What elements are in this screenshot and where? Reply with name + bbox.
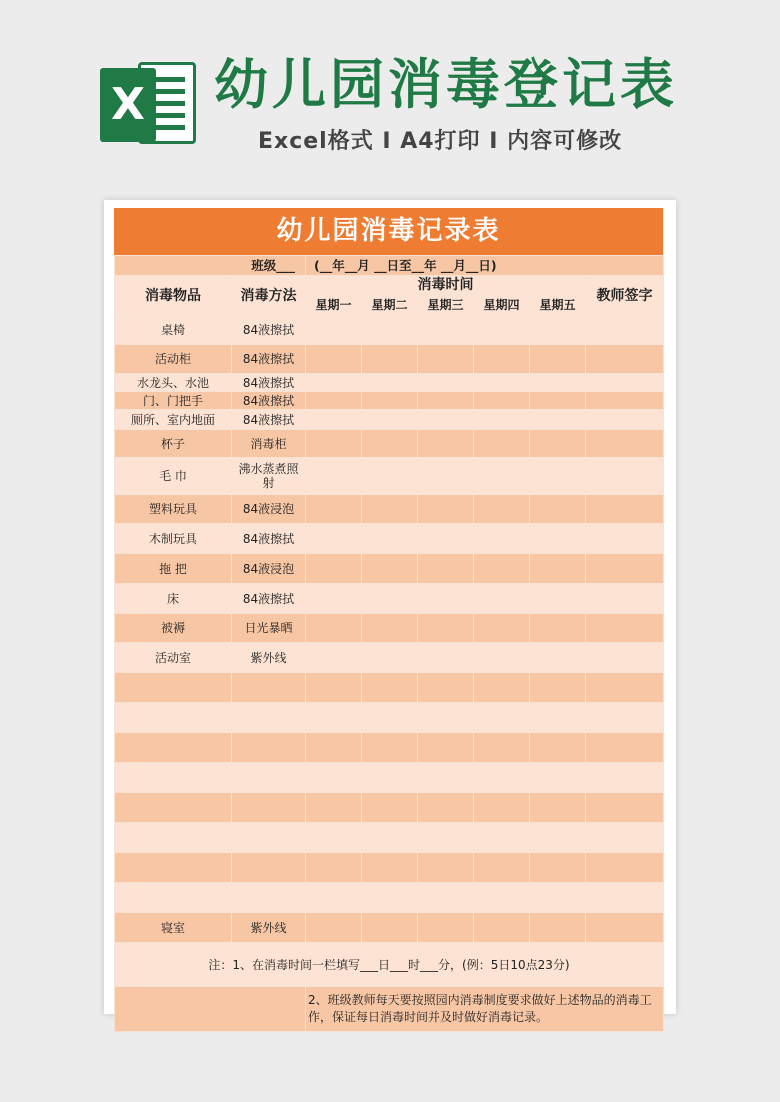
record-cell[interactable] — [474, 883, 530, 913]
note-row-1 — [115, 943, 664, 987]
item-cell — [115, 823, 232, 853]
method-cell: 84液擦拭 — [232, 374, 306, 392]
method-cell: 消毒柜 — [232, 430, 306, 458]
header-wednesday: 星期三 — [418, 295, 474, 316]
record-cell[interactable] — [474, 410, 530, 430]
signature-cell[interactable] — [586, 458, 664, 495]
record-cell[interactable] — [418, 458, 474, 495]
method-cell — [232, 823, 306, 853]
item-cell: 寝室 — [115, 913, 232, 943]
record-cell[interactable] — [474, 853, 530, 883]
record-cell[interactable] — [474, 495, 530, 524]
record-cell[interactable] — [362, 524, 418, 554]
signature-cell[interactable] — [586, 703, 664, 733]
record-cell[interactable] — [306, 554, 362, 584]
record-cell[interactable] — [474, 703, 530, 733]
item-cell — [115, 853, 232, 883]
record-cell[interactable] — [530, 495, 586, 524]
record-cell[interactable] — [306, 823, 362, 853]
method-cell: 沸水蒸煮照射 — [232, 458, 306, 495]
record-cell[interactable] — [362, 410, 418, 430]
record-cell[interactable] — [530, 883, 586, 913]
record-cell[interactable] — [530, 793, 586, 823]
table-row — [115, 703, 664, 733]
record-cell[interactable] — [362, 703, 418, 733]
record-cell[interactable] — [474, 554, 530, 584]
record-cell[interactable] — [474, 430, 530, 458]
header-thursday: 星期四 — [474, 295, 530, 316]
method-cell — [232, 853, 306, 883]
record-cell[interactable] — [418, 733, 474, 763]
record-cell[interactable] — [474, 823, 530, 853]
record-cell[interactable] — [306, 495, 362, 524]
record-cell[interactable] — [362, 374, 418, 392]
disinfection-table — [114, 255, 664, 1032]
record-cell[interactable] — [530, 853, 586, 883]
record-cell[interactable] — [306, 430, 362, 458]
record-cell[interactable] — [306, 793, 362, 823]
record-cell[interactable] — [362, 430, 418, 458]
method-cell: 日光暴晒 — [232, 614, 306, 643]
item-cell — [115, 793, 232, 823]
record-cell[interactable] — [306, 733, 362, 763]
record-cell[interactable] — [362, 614, 418, 643]
method-cell: 紫外线 — [232, 913, 306, 943]
signature-cell[interactable] — [586, 614, 664, 643]
document-title: 幼儿园消毒记录表 — [114, 208, 663, 255]
header-friday: 星期五 — [530, 295, 586, 316]
table-row — [115, 345, 664, 374]
record-cell[interactable] — [362, 643, 418, 673]
table-row — [115, 823, 664, 853]
signature-cell[interactable] — [586, 554, 664, 584]
record-cell[interactable] — [474, 614, 530, 643]
record-cell[interactable] — [418, 392, 474, 410]
signature-cell[interactable] — [586, 913, 664, 943]
method-cell — [232, 763, 306, 793]
record-cell[interactable] — [306, 392, 362, 410]
item-cell: 活动室 — [115, 643, 232, 673]
record-cell[interactable] — [362, 793, 418, 823]
record-cell[interactable] — [474, 793, 530, 823]
record-cell[interactable] — [530, 410, 586, 430]
item-cell: 水龙头、水池 — [115, 374, 232, 392]
record-cell[interactable] — [362, 823, 418, 853]
record-cell[interactable] — [362, 763, 418, 793]
header-time: 消毒时间 — [306, 276, 586, 295]
signature-cell[interactable] — [586, 823, 664, 853]
excel-letter: X — [100, 68, 156, 142]
record-cell[interactable] — [306, 673, 362, 703]
record-cell[interactable] — [530, 430, 586, 458]
record-cell[interactable] — [362, 495, 418, 524]
record-cell[interactable] — [530, 316, 586, 345]
record-cell[interactable] — [418, 554, 474, 584]
table-row — [115, 584, 664, 614]
date-range: (__年__月 __日至__年 __月__日) — [306, 256, 664, 276]
disinfection-sheet — [114, 208, 663, 1032]
record-cell[interactable] — [530, 458, 586, 495]
table-row — [115, 853, 664, 883]
item-cell: 活动柜 — [115, 345, 232, 374]
table-row — [115, 410, 664, 430]
record-cell[interactable] — [530, 614, 586, 643]
record-cell[interactable] — [306, 316, 362, 345]
record-cell[interactable] — [306, 913, 362, 943]
method-cell: 84液浸泡 — [232, 554, 306, 584]
record-cell[interactable] — [418, 345, 474, 374]
record-cell[interactable] — [306, 883, 362, 913]
record-cell[interactable] — [306, 643, 362, 673]
record-cell[interactable] — [418, 524, 474, 554]
signature-cell[interactable] — [586, 392, 664, 410]
class-label: 班级___ — [115, 256, 306, 276]
record-cell[interactable] — [474, 913, 530, 943]
signature-cell[interactable] — [586, 763, 664, 793]
record-cell[interactable] — [418, 495, 474, 524]
signature-cell[interactable] — [586, 410, 664, 430]
record-cell[interactable] — [474, 316, 530, 345]
item-cell: 拖 把 — [115, 554, 232, 584]
method-cell: 84液擦拭 — [232, 392, 306, 410]
table-row — [115, 430, 664, 458]
header-method: 消毒方法 — [232, 276, 306, 316]
item-cell — [115, 763, 232, 793]
item-cell: 厕所、室内地面 — [115, 410, 232, 430]
record-cell[interactable] — [474, 643, 530, 673]
record-cell[interactable] — [362, 673, 418, 703]
record-cell[interactable] — [530, 524, 586, 554]
method-cell — [232, 793, 306, 823]
table-row — [115, 554, 664, 584]
item-cell — [115, 703, 232, 733]
method-cell — [232, 733, 306, 763]
item-cell — [115, 733, 232, 763]
record-cell[interactable] — [530, 554, 586, 584]
note-2: 2、班级教师每天要按照园内消毒制度要求做好上述物品的消毒工作，保证每日消毒时间并及时做好消毒记录。 — [306, 987, 664, 1032]
method-cell — [232, 673, 306, 703]
record-cell[interactable] — [306, 410, 362, 430]
record-cell[interactable] — [306, 345, 362, 374]
banner-title: 幼儿园消毒登记表 — [214, 53, 678, 116]
method-cell — [232, 883, 306, 913]
record-cell[interactable] — [418, 913, 474, 943]
record-cell[interactable] — [474, 392, 530, 410]
record-cell[interactable] — [418, 430, 474, 458]
item-cell: 毛 巾 — [115, 458, 232, 495]
item-cell: 杯子 — [115, 430, 232, 458]
method-cell: 84液擦拭 — [232, 584, 306, 614]
record-cell[interactable] — [306, 763, 362, 793]
record-cell[interactable] — [418, 673, 474, 703]
record-cell[interactable] — [530, 763, 586, 793]
record-cell[interactable] — [418, 763, 474, 793]
record-cell[interactable] — [530, 374, 586, 392]
item-cell — [115, 883, 232, 913]
method-cell: 紫外线 — [232, 643, 306, 673]
table-row — [115, 733, 664, 763]
table-row — [115, 673, 664, 703]
record-cell[interactable] — [362, 913, 418, 943]
method-cell — [232, 703, 306, 733]
method-cell: 84液擦拭 — [232, 316, 306, 345]
header-teacher: 教师签字 — [586, 276, 664, 316]
header-row-top — [115, 276, 664, 295]
signature-cell[interactable] — [586, 883, 664, 913]
table-row — [115, 392, 664, 410]
record-cell[interactable] — [418, 823, 474, 853]
record-cell[interactable] — [418, 643, 474, 673]
document-page — [104, 200, 676, 1024]
record-cell[interactable] — [306, 703, 362, 733]
header-item: 消毒物品 — [115, 276, 232, 316]
note-2-spacer — [115, 987, 306, 1032]
record-cell[interactable] — [306, 853, 362, 883]
record-cell[interactable] — [530, 823, 586, 853]
record-cell[interactable] — [418, 793, 474, 823]
record-cell[interactable] — [418, 374, 474, 392]
table-row — [115, 374, 664, 392]
table-row — [115, 495, 664, 524]
signature-cell[interactable] — [586, 643, 664, 673]
method-cell: 84液擦拭 — [232, 345, 306, 374]
signature-cell[interactable] — [586, 793, 664, 823]
banner — [0, 0, 780, 170]
record-cell[interactable] — [418, 853, 474, 883]
item-cell — [115, 673, 232, 703]
banner-subtitle: Excel格式 I A4打印 I 内容可修改 — [258, 129, 623, 154]
record-cell[interactable] — [474, 458, 530, 495]
signature-cell[interactable] — [586, 853, 664, 883]
record-cell[interactable] — [530, 643, 586, 673]
header-tuesday: 星期二 — [362, 295, 418, 316]
item-cell: 门、门把手 — [115, 392, 232, 410]
record-cell[interactable] — [418, 584, 474, 614]
record-cell[interactable] — [418, 410, 474, 430]
table-row — [115, 643, 664, 673]
signature-cell[interactable] — [586, 495, 664, 524]
record-cell[interactable] — [474, 763, 530, 793]
signature-cell[interactable] — [586, 430, 664, 458]
item-cell: 桌椅 — [115, 316, 232, 345]
item-cell: 被褥 — [115, 614, 232, 643]
record-cell[interactable] — [418, 614, 474, 643]
table-row — [115, 793, 664, 823]
record-cell[interactable] — [474, 673, 530, 703]
table-row — [115, 316, 664, 345]
record-cell[interactable] — [306, 614, 362, 643]
record-cell[interactable] — [530, 345, 586, 374]
item-cell: 床 — [115, 584, 232, 614]
record-cell[interactable] — [474, 524, 530, 554]
signature-cell[interactable] — [586, 733, 664, 763]
record-cell[interactable] — [362, 345, 418, 374]
signature-cell[interactable] — [586, 345, 664, 374]
item-cell: 塑料玩具 — [115, 495, 232, 524]
record-cell[interactable] — [362, 883, 418, 913]
table-row — [115, 458, 664, 495]
item-cell: 木制玩具 — [115, 524, 232, 554]
record-cell[interactable] — [418, 703, 474, 733]
record-cell[interactable] — [362, 584, 418, 614]
record-cell[interactable] — [474, 345, 530, 374]
signature-cell[interactable] — [586, 524, 664, 554]
method-cell: 84液擦拭 — [232, 524, 306, 554]
record-cell[interactable] — [306, 458, 362, 495]
excel-icon — [100, 56, 200, 148]
record-cell[interactable] — [362, 554, 418, 584]
record-cell[interactable] — [530, 913, 586, 943]
class-date-row — [115, 256, 664, 276]
record-cell[interactable] — [530, 703, 586, 733]
table-row — [115, 614, 664, 643]
record-cell[interactable] — [418, 316, 474, 345]
record-cell[interactable] — [474, 374, 530, 392]
record-cell[interactable] — [474, 733, 530, 763]
record-cell[interactable] — [530, 584, 586, 614]
table-row — [115, 913, 664, 943]
method-cell: 84液浸泡 — [232, 495, 306, 524]
signature-cell[interactable] — [586, 673, 664, 703]
record-cell[interactable] — [362, 392, 418, 410]
record-cell[interactable] — [362, 458, 418, 495]
signature-cell[interactable] — [586, 584, 664, 614]
header-monday: 星期一 — [306, 295, 362, 316]
record-cell[interactable] — [362, 316, 418, 345]
signature-cell[interactable] — [586, 374, 664, 392]
record-cell[interactable] — [306, 584, 362, 614]
record-cell[interactable] — [362, 853, 418, 883]
record-cell[interactable] — [530, 733, 586, 763]
table-row — [115, 883, 664, 913]
table-row — [115, 763, 664, 793]
record-cell[interactable] — [306, 524, 362, 554]
record-cell[interactable] — [474, 584, 530, 614]
record-cell[interactable] — [530, 392, 586, 410]
note-1: 注：1、在消毒时间一栏填写___日___时___分，(例：5日10点23分) — [115, 943, 664, 987]
record-cell[interactable] — [362, 733, 418, 763]
record-cell[interactable] — [418, 883, 474, 913]
table-row — [115, 524, 664, 554]
note-row-2 — [115, 987, 664, 1032]
method-cell: 84液擦拭 — [232, 410, 306, 430]
signature-cell[interactable] — [586, 316, 664, 345]
record-cell[interactable] — [530, 673, 586, 703]
record-cell[interactable] — [306, 374, 362, 392]
